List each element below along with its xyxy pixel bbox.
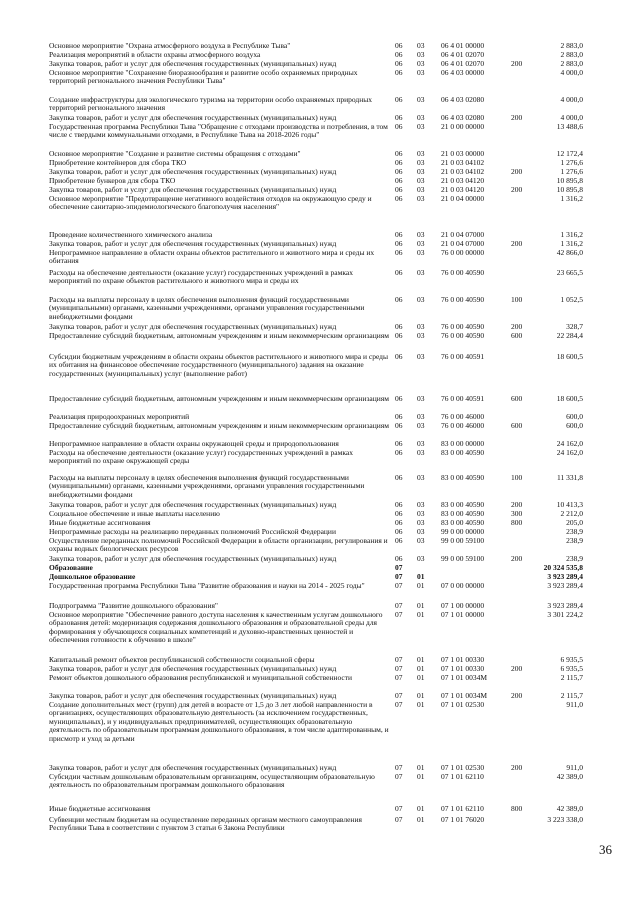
- row-name: Закупка товаров, работ и услуг для обеспечения государственных (муниципальных) нужд: [49, 113, 337, 122]
- subsection-code: 03: [417, 122, 425, 131]
- subsection-code: 03: [417, 68, 425, 77]
- amount: 23 665,5: [556, 268, 583, 277]
- subsection-code: 01: [417, 772, 425, 781]
- subsection-code: 03: [417, 536, 425, 545]
- subsection-code: 03: [417, 527, 425, 536]
- section-code: 06: [395, 473, 403, 482]
- row-name: Реализация природоохранных мероприятий: [49, 412, 190, 421]
- target-article-code: 07 1 01 02530: [441, 700, 485, 709]
- row-name: Непрограммное направление в области охраны объектов растительного и животного мира и среды их обитания: [49, 248, 375, 266]
- section-code: 06: [395, 158, 403, 167]
- target-article-code: 83 0 00 40590: [441, 500, 485, 509]
- target-article-code: 07 1 01 02530: [441, 763, 485, 772]
- section-code: 06: [395, 176, 403, 185]
- section-code: 06: [395, 239, 403, 248]
- amount: 911,0: [566, 700, 583, 709]
- section-code: 06: [395, 518, 403, 527]
- section-code: 06: [395, 500, 403, 509]
- amount: 238,9: [566, 536, 583, 545]
- amount: 2 883,0: [560, 59, 583, 68]
- row-name: Дошкольное образование: [49, 572, 136, 581]
- section-code: 07: [395, 655, 403, 664]
- expense-type-code: 200: [511, 554, 523, 563]
- target-article-code: 21 0 04 00000: [441, 194, 485, 203]
- row-name: Образование: [49, 563, 93, 572]
- section-code: 06: [395, 331, 403, 340]
- amount: 600,0: [566, 421, 583, 430]
- amount: 3 923 289,4: [547, 581, 583, 590]
- subsection-code: 01: [417, 655, 425, 664]
- target-article-code: 99 0 00 59100: [441, 536, 485, 545]
- amount: 6 935,5: [560, 655, 583, 664]
- expense-type-code: 200: [511, 763, 523, 772]
- amount: 4 000,0: [560, 68, 583, 77]
- expense-type-code: 200: [511, 59, 523, 68]
- section-code: 06: [395, 322, 403, 331]
- subsection-code: 03: [417, 185, 425, 194]
- row-name: Приобретение контейнеров для сбора ТКО: [49, 158, 187, 167]
- section-code: 06: [395, 509, 403, 518]
- row-name: Осуществление переданных полномочий Российской Федерации в области организации, регулирования и охраны водных биологических ресурсов: [49, 536, 388, 554]
- target-article-code: 07 1 00 00000: [441, 601, 485, 610]
- subsection-code: 03: [417, 473, 425, 482]
- target-article-code: 99 0 00 00000: [441, 527, 485, 536]
- row-name: Субсидии частным дошкольным образовательным организациям, осуществляющим образовательную деятельность по образовательным программам дошкольного образования: [49, 772, 375, 790]
- target-article-code: 07 1 01 0034М: [441, 691, 488, 700]
- subsection-code: 01: [417, 700, 425, 709]
- target-article-code: 76 0 00 00000: [441, 248, 485, 257]
- target-article-code: 83 0 00 40590: [441, 473, 485, 482]
- section-code: 06: [395, 527, 403, 536]
- expense-type-code: 200: [511, 664, 523, 673]
- target-article-code: 07 1 01 00330: [441, 655, 485, 664]
- row-name: Приобретение бункеров для сбора ТКО: [49, 176, 176, 185]
- amount: 1 316,2: [560, 239, 583, 248]
- amount: 10 413,3: [556, 500, 583, 509]
- subsection-code: 01: [417, 804, 425, 813]
- row-name: Закупка товаров, работ и услуг для обеспечения государственных (муниципальных) нужд: [49, 239, 337, 248]
- section-code: 07: [395, 815, 403, 824]
- target-article-code: 21 0 03 04120: [441, 185, 485, 194]
- row-name: Государственная программа Республики Тыва "Обращение с отходами производства и потребления, в том числе с твердыми коммунальными отходами, в Республике Тыва на 2018-2026 годы": [49, 122, 388, 140]
- subsection-code: 03: [417, 158, 425, 167]
- amount: 2 883,0: [560, 41, 583, 50]
- subsection-code: 01: [417, 664, 425, 673]
- amount: 2 115,7: [560, 673, 583, 682]
- row-name: Социальное обеспечение и иные выплаты населению: [49, 509, 220, 518]
- expense-type-code: 600: [511, 421, 523, 430]
- subsection-code: 01: [417, 691, 425, 700]
- section-code: 07: [395, 581, 403, 590]
- section-code: 06: [395, 122, 403, 131]
- subsection-code: 01: [417, 572, 425, 581]
- row-name: Закупка товаров, работ и услуг для обеспечения государственных (муниципальных) нужд: [49, 554, 337, 563]
- row-name: Проведение количественного химического анализа: [49, 230, 213, 239]
- row-name: Субвенции местным бюджетам на осуществление переданных органам местного самоуправления Республики Тыва в соответствии с пунктом 3 статьи 6 Закона Республики: [49, 815, 362, 833]
- target-article-code: 76 0 00 40590: [441, 331, 485, 340]
- row-name: Государственная программа Республики Тыва "Развитие образования и науки на 2014 - 2025 годы": [49, 581, 365, 590]
- amount: 328,7: [566, 322, 583, 331]
- expense-type-code: 600: [511, 394, 523, 403]
- section-code: 06: [395, 295, 403, 304]
- subsection-code: 01: [417, 581, 425, 590]
- section-code: 06: [395, 248, 403, 257]
- section-code: 07: [395, 601, 403, 610]
- amount: 10 895,8: [556, 185, 583, 194]
- target-article-code: 06 4 03 02080: [441, 95, 485, 104]
- section-code: 06: [395, 352, 403, 361]
- row-name: Капитальный ремонт объектов республиканской собственности социальной сферы: [49, 655, 315, 664]
- row-name: Закупка товаров, работ и услуг для обеспечения государственных (муниципальных) нужд: [49, 59, 337, 68]
- target-article-code: 76 0 00 40591: [441, 394, 485, 403]
- amount: 1 276,6: [560, 167, 583, 176]
- target-article-code: 76 0 00 40590: [441, 268, 485, 277]
- expense-type-code: 200: [511, 322, 523, 331]
- amount: 10 895,8: [556, 176, 583, 185]
- target-article-code: 99 0 00 59100: [441, 554, 485, 563]
- amount: 4 000,0: [560, 113, 583, 122]
- target-article-code: 83 0 00 40590: [441, 509, 485, 518]
- amount: 24 162,0: [556, 448, 583, 457]
- target-article-code: 83 0 00 00000: [441, 439, 485, 448]
- amount: 3 301 224,2: [547, 610, 583, 619]
- subsection-code: 03: [417, 421, 425, 430]
- section-code: 06: [395, 194, 403, 203]
- row-name: Закупка товаров, работ и услуг для обеспечения государственных (муниципальных) нужд: [49, 322, 337, 331]
- subsection-code: 03: [417, 509, 425, 518]
- target-article-code: 07 1 01 62110: [441, 772, 484, 781]
- subsection-code: 03: [417, 95, 425, 104]
- subsection-code: 03: [417, 194, 425, 203]
- target-article-code: 83 0 00 40590: [441, 448, 485, 457]
- target-article-code: 76 0 00 46000: [441, 421, 485, 430]
- expense-type-code: 200: [511, 113, 523, 122]
- subsection-code: 03: [417, 41, 425, 50]
- section-code: 06: [395, 394, 403, 403]
- target-article-code: 76 0 00 40590: [441, 322, 485, 331]
- amount: 3 223 338,0: [547, 815, 583, 824]
- expense-type-code: 200: [511, 185, 523, 194]
- target-article-code: 07 1 01 0034М: [441, 673, 488, 682]
- section-code: 07: [395, 610, 403, 619]
- amount: 20 324 535,8: [543, 563, 583, 572]
- amount: 6 935,5: [560, 664, 583, 673]
- subsection-code: 03: [417, 149, 425, 158]
- row-name: Основное мероприятие "Обеспечение равного доступа населения к качественным услугам дошкольного образования детей: модернизация содержания дошкольного образования и образовательной среды для формирования у обучающихся социальных компетенций и духовно-нравственных ценностей и обеспечения готовности к обучению в школе": [49, 610, 383, 645]
- target-article-code: 07 0 00 00000: [441, 581, 485, 590]
- amount: 911,0: [566, 763, 583, 772]
- subsection-code: 01: [417, 815, 425, 824]
- subsection-code: 03: [417, 439, 425, 448]
- row-name: Расходы на обеспечение деятельности (оказание услуг) государственных учреждений в рамках мероприятий по охране объектов растительного и животного мира и среды их: [49, 268, 353, 286]
- row-name: Основное мероприятие "Создание и развитие системы обращения с отходами": [49, 149, 301, 158]
- target-article-code: 06 4 01 02070: [441, 50, 485, 59]
- section-code: 06: [395, 268, 403, 277]
- section-code: 06: [395, 421, 403, 430]
- amount: 18 600,5: [556, 352, 583, 361]
- subsection-code: 03: [417, 394, 425, 403]
- expense-type-code: 800: [511, 804, 523, 813]
- subsection-code: 03: [417, 518, 425, 527]
- section-code: 06: [395, 113, 403, 122]
- amount: 3 923 289,4: [547, 601, 583, 610]
- target-article-code: 21 0 03 00000: [441, 149, 485, 158]
- row-name: Закупка товаров, работ и услуг для обеспечения государственных (муниципальных) нужд: [49, 185, 337, 194]
- subsection-code: 03: [417, 352, 425, 361]
- section-code: 06: [395, 95, 403, 104]
- row-name: Основное мероприятие "Охрана атмосферного воздуха в Республике Тыва": [49, 41, 291, 50]
- section-code: 07: [395, 700, 403, 709]
- subsection-code: 01: [417, 601, 425, 610]
- section-code: 06: [395, 536, 403, 545]
- row-name: Предоставление субсидий бюджетным, автономным учреждениям и иным некоммерческим организациям: [49, 331, 389, 340]
- row-name: Иные бюджетные ассигнования: [49, 518, 151, 527]
- section-code: 07: [395, 673, 403, 682]
- amount: 1 276,6: [560, 158, 583, 167]
- target-article-code: 06 4 01 02070: [441, 59, 485, 68]
- row-name: Расходы на обеспечение деятельности (оказание услуг) государственных учреждений в рамках мероприятий по охране окружающей среды: [49, 448, 353, 466]
- target-article-code: 76 0 00 40591: [441, 352, 485, 361]
- target-article-code: 06 4 03 02080: [441, 113, 485, 122]
- target-article-code: 21 0 03 04102: [441, 158, 485, 167]
- section-code: 07: [395, 763, 403, 772]
- section-code: 06: [395, 439, 403, 448]
- subsection-code: 03: [417, 239, 425, 248]
- row-name: Основное мероприятие "Сохранение биоразнообразия и развитие особо охраняемых природных территорий регионального значения Республики Тыва": [49, 68, 358, 86]
- amount: 42 389,0: [556, 804, 583, 813]
- amount: 205,0: [566, 518, 583, 527]
- amount: 22 284,4: [556, 331, 583, 340]
- amount: 600,0: [566, 412, 583, 421]
- row-name: Предоставление субсидий бюджетным, автономным учреждениям и иным некоммерческим организациям: [49, 394, 389, 403]
- row-name: Непрограммные расходы на реализацию переданных полномочий Российской Федерации: [49, 527, 336, 536]
- page-number: 36: [599, 842, 612, 857]
- section-code: 06: [395, 554, 403, 563]
- target-article-code: 21 0 00 00000: [441, 122, 485, 131]
- row-name: Основное мероприятие "Предотвращение негативного воздействия отходов на окружающую среду и обеспечение санитарно-эпидемиологического благополучия населения": [49, 194, 372, 212]
- row-name: Закупка товаров, работ и услуг для обеспечения государственных (муниципальных) нужд: [49, 763, 337, 772]
- target-article-code: 06 4 01 00000: [441, 41, 485, 50]
- target-article-code: 07 1 01 76020: [441, 815, 485, 824]
- target-article-code: 83 0 00 40590: [441, 518, 485, 527]
- subsection-code: 03: [417, 176, 425, 185]
- subsection-code: 03: [417, 230, 425, 239]
- row-name: Создание дополнительных мест (групп) для детей в возрасте от 1,5 до 3 лет любой направленности в организациях, осуществляющих образовательную деятельность (за исключением государственных, муниципальных), и у индивидуальных предпринимателей, осуществляющих образовательную деятельность по образовательным программам дошкольного образования, в том числе адаптированным, и присмотр и уход за детьми: [49, 700, 389, 743]
- amount: 238,9: [566, 554, 583, 563]
- subsection-code: 03: [417, 248, 425, 257]
- row-name: Иные бюджетные ассигнования: [49, 804, 151, 813]
- subsection-code: 01: [417, 610, 425, 619]
- row-name: Предоставление субсидий бюджетным, автономным учреждениям и иным некоммерческим организациям: [49, 421, 389, 430]
- section-code: 06: [395, 50, 403, 59]
- amount: 42 389,0: [556, 772, 583, 781]
- subsection-code: 03: [417, 412, 425, 421]
- section-code: 07: [395, 664, 403, 673]
- row-name: Расходы на выплаты персоналу в целях обеспечения выполнения функций государственными (муниципальными) органами, казенными учреждениями, органами управления государственными внебюджетными фондами: [49, 295, 365, 321]
- amount: 42 866,0: [556, 248, 583, 257]
- row-name: Непрограммное направление в области охраны окружающей среды и природопользования: [49, 439, 339, 448]
- section-code: 07: [395, 572, 403, 581]
- row-name: Субсидии бюджетным учреждениям в области охраны объектов растительного и животного мира и среды их обитания на финансовое обеспечение государственного (муниципального) задания на оказание государственных (муниципальных) услуг (выполнение работ): [49, 352, 389, 378]
- expense-type-code: 100: [511, 295, 523, 304]
- section-code: 06: [395, 412, 403, 421]
- section-code: 07: [395, 691, 403, 700]
- subsection-code: 03: [417, 448, 425, 457]
- section-code: 06: [395, 167, 403, 176]
- row-name: Расходы на выплаты персоналу в целях обеспечения выполнения функций государственными (муниципальными) органами, казенными учреждениями, органами управления государственными внебюджетными фондами: [49, 473, 365, 499]
- subsection-code: 03: [417, 113, 425, 122]
- subsection-code: 03: [417, 331, 425, 340]
- subsection-code: 03: [417, 167, 425, 176]
- target-article-code: 06 4 03 00000: [441, 68, 485, 77]
- section-code: 06: [395, 448, 403, 457]
- subsection-code: 01: [417, 763, 425, 772]
- section-code: 06: [395, 68, 403, 77]
- target-article-code: 21 0 03 04102: [441, 167, 485, 176]
- expense-type-code: 200: [511, 691, 523, 700]
- subsection-code: 03: [417, 268, 425, 277]
- amount: 238,9: [566, 527, 583, 536]
- expense-type-code: 200: [511, 500, 523, 509]
- amount: 2 212,0: [560, 509, 583, 518]
- amount: 24 162,0: [556, 439, 583, 448]
- target-article-code: 21 0 03 04120: [441, 176, 485, 185]
- subsection-code: 01: [417, 673, 425, 682]
- amount: 1 316,2: [560, 230, 583, 239]
- expense-type-code: 300: [511, 509, 523, 518]
- section-code: 06: [395, 185, 403, 194]
- amount: 12 172,4: [556, 149, 583, 158]
- section-code: 06: [395, 41, 403, 50]
- amount: 13 488,6: [556, 122, 583, 131]
- expense-type-code: 200: [511, 239, 523, 248]
- amount: 18 600,5: [556, 394, 583, 403]
- amount: 2 115,7: [560, 691, 583, 700]
- row-name: Подпрограмма "Развитие дошкольного образования": [49, 601, 218, 610]
- subsection-code: 03: [417, 500, 425, 509]
- target-article-code: 21 0 04 07000: [441, 230, 485, 239]
- section-code: 07: [395, 563, 403, 572]
- target-article-code: 21 0 04 07000: [441, 239, 485, 248]
- row-name: Создание инфраструктуры для экологического туризма на территории особо охраняемых природных территорий регионального значения: [49, 95, 372, 113]
- row-name: Реализация мероприятий в области охраны атмосферного воздуха: [49, 50, 261, 59]
- amount: 2 883,0: [560, 50, 583, 59]
- row-name: Закупка товаров, работ и услуг для обеспечения государственных (муниципальных) нужд: [49, 167, 337, 176]
- expense-type-code: 600: [511, 331, 523, 340]
- target-article-code: 76 0 00 46000: [441, 412, 485, 421]
- amount: 3 923 289,4: [547, 572, 583, 581]
- row-name: Ремонт объектов дошкольного образования республиканской и муниципальной собственности: [49, 673, 352, 682]
- section-code: 06: [395, 230, 403, 239]
- row-name: Закупка товаров, работ и услуг для обеспечения государственных (муниципальных) нужд: [49, 664, 337, 673]
- target-article-code: 07 1 01 00330: [441, 664, 485, 673]
- target-article-code: 07 1 01 62110: [441, 804, 484, 813]
- amount: 1 316,2: [560, 194, 583, 203]
- section-code: 06: [395, 59, 403, 68]
- section-code: 07: [395, 804, 403, 813]
- expense-type-code: 100: [511, 473, 523, 482]
- target-article-code: 76 0 00 40590: [441, 295, 485, 304]
- subsection-code: 03: [417, 554, 425, 563]
- expense-type-code: 200: [511, 167, 523, 176]
- section-code: 07: [395, 772, 403, 781]
- section-code: 06: [395, 149, 403, 158]
- subsection-code: 03: [417, 322, 425, 331]
- subsection-code: 03: [417, 295, 425, 304]
- row-name: Закупка товаров, работ и услуг для обеспечения государственных (муниципальных) нужд: [49, 500, 337, 509]
- expense-type-code: 800: [511, 518, 523, 527]
- amount: 1 052,5: [560, 295, 583, 304]
- row-name: Закупка товаров, работ и услуг для обеспечения государственных (муниципальных) нужд: [49, 691, 337, 700]
- amount: 4 000,0: [560, 95, 583, 104]
- target-article-code: 07 1 01 00000: [441, 610, 485, 619]
- subsection-code: 03: [417, 59, 425, 68]
- subsection-code: 03: [417, 50, 425, 59]
- amount: 11 331,8: [557, 473, 583, 482]
